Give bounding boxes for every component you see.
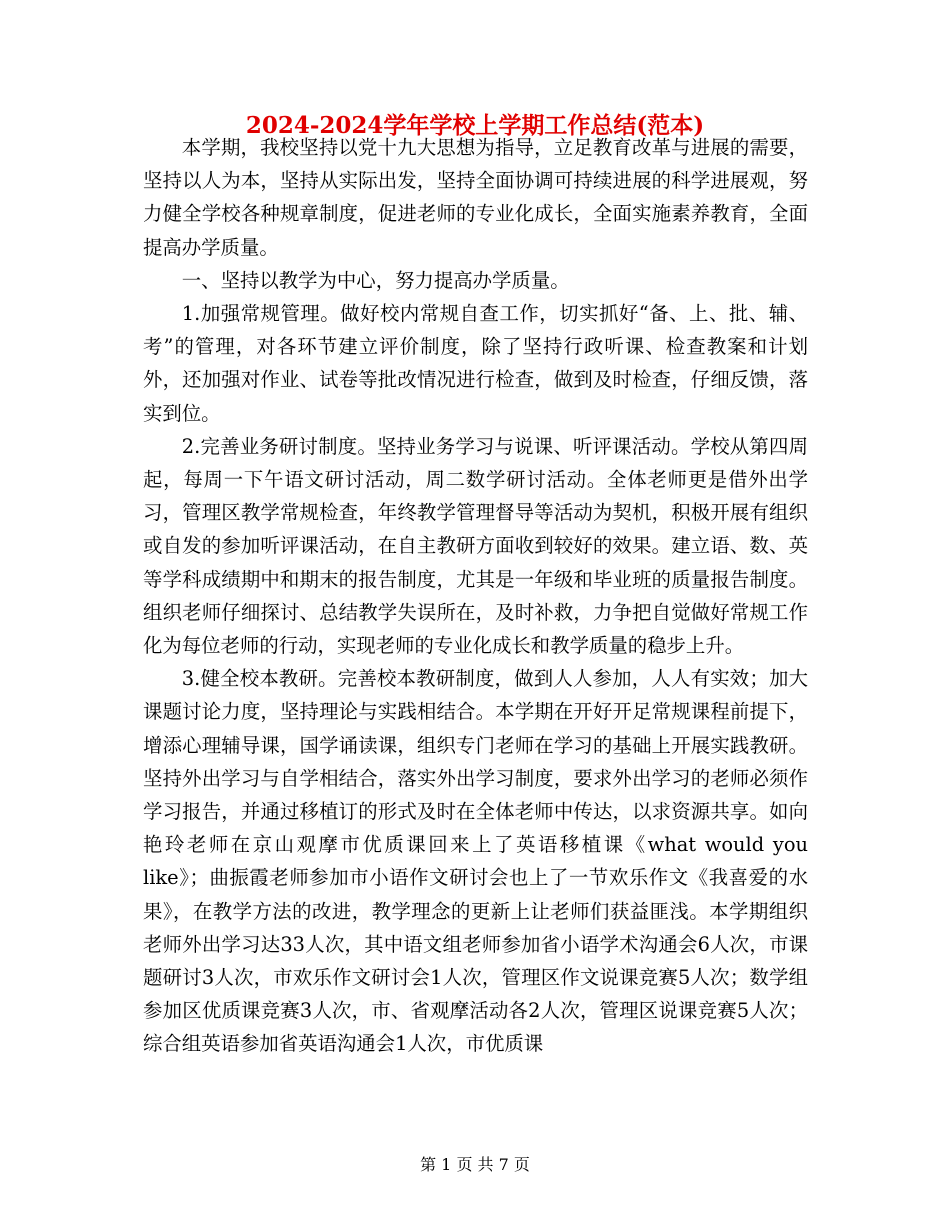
document-title: 2024-2024学年学校上学期工作总结(范本) (245, 112, 705, 139)
page-footer: 第 1 页 共 7 页 (420, 1155, 530, 1174)
paragraph-section-heading: 一、坚持以教学为中心，努力提高办学质量。 (181, 268, 570, 292)
document-body (143, 131, 808, 1061)
paragraph-item-3: 3.健全校本教研。完善校本教研制度，做到人人参加，人人有实效；加大课题讨论力度，坚持理论与实践相结合。本学期在开好开足常规课程前提下，增添心理辅导课，国学诵读课，组织专门老师在学习的基础上开展实践教研。坚持外出学习与自学相结合，落实外出学习制度，要求外出学习的老师必须作学习报告，并通过移植订的形式及时在全体老师中传达，以求资源共享。如向艳玲老师在京山观摩市优质课回来上了英语移植课《what would you like》；曲振霞老师参加市小语作文研讨会也上了一节欢乐作文《我喜爱的水果》，在教学方法的改进，教学理念的更新上让老师们获益匪浅。本学期组织老师外出学习达33人次，其中语文组老师参加省小语学术沟通会6人次，市课题研讨3人次，市欢乐作文研讨会1人次，管理区作文说课竞赛5人次；数学组参加区优质课竞赛3人次，市、省观摩活动各2人次，管理区说课竞赛5人次；综合组英语参加省英语沟通会1人次，市优质课 (143, 667, 808, 1056)
paragraph-intro: 本学期，我校坚持以党十九大思想为指导，立足教育改革与进展的需要，坚持以人为本，坚持从实际出发，坚持全面协调可持续进展的科学进展观，努力健全学校各种规章制度，促进老师的专业化成长，全面实施素养教育，全面提高办学质量。 (143, 136, 808, 259)
paragraph-item-2: 2.完善业务研讨制度。坚持业务学习与说课、听评课活动。学校从第四周起，每周一下午语文研讨活动，周二数学研讨活动。全体老师更是借外出学习，管理区教学常规检查，年终教学管理督导等活动为契机，积极开展有组织或自发的参加听评课活动，在自主教研方面收到较好的效果。建立语、数、英等学科成绩期中和期末的报告制度，尤其是一年级和毕业班的质量报告制度。组织老师仔细探讨、总结教学失误所在，及时补救，力争把自觉做好常规工作化为每位老师的行动，实现老师的专业化成长和教学质量的稳步上升。 (143, 434, 808, 658)
paragraph-item-1: 1.加强常规管理。做好校内常规自查工作，切实抓好“备、上、批、辅、考”的管理，对各环节建立评价制度，除了坚持行政听课、检查教案和计划外，还加强对作业、试卷等批改情况进行检查，做到及时检查，仔细反馈，落实到位。 (143, 302, 808, 425)
